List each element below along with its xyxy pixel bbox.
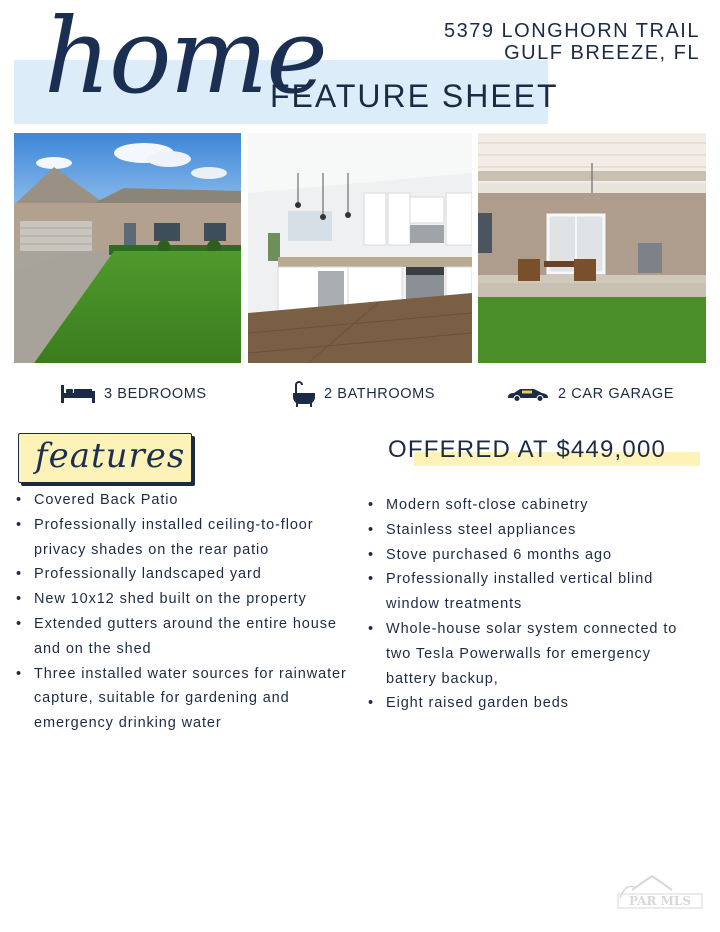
- features-heading: features: [35, 436, 186, 476]
- list-item: • Professionally installed vertical blind window treatments: [366, 567, 706, 617]
- property-address: [444, 20, 700, 64]
- list-item: • Whole-house solar system connected to two Tesla Powerwalls for emergency battery backup,: [366, 617, 706, 691]
- spec-garage: [506, 380, 674, 408]
- spec-bathrooms: [292, 380, 435, 408]
- address-line-2: GULF BREEZE, FL: [504, 42, 700, 64]
- car-icon: [506, 386, 550, 402]
- photo-strip: [14, 133, 706, 363]
- list-item: • New 10x12 shed built on the property: [14, 587, 360, 612]
- property-specs: [0, 380, 720, 408]
- features-heading-tag: [18, 433, 192, 483]
- bed-icon: [60, 383, 96, 405]
- spec-label-bathrooms: 2 BATHROOMS: [324, 386, 436, 402]
- bathtub-icon: [292, 381, 316, 407]
- kitchen-photo: [248, 133, 472, 363]
- script-title: home: [44, 0, 326, 117]
- list-item: • Covered Back Patio: [14, 488, 360, 513]
- list-item: • Professionally installed ceiling-to-floor privacy shades on the rear patio: [14, 513, 360, 563]
- spec-label-garage: 2 CAR GARAGE: [558, 386, 674, 402]
- page-subtitle: FEATURE SHEET: [270, 78, 559, 114]
- spec-bedrooms: [60, 380, 207, 408]
- list-item: • Stove purchased 6 months ago: [366, 543, 706, 568]
- spec-label-bedrooms: 3 BEDROOMS: [104, 386, 207, 402]
- address-line-1: 5379 LONGHORN TRAIL: [444, 20, 700, 42]
- list-item: • Modern soft-close cabinetry: [366, 493, 706, 518]
- back-patio-photo: [478, 133, 706, 363]
- list-item: • Professionally landscaped yard: [14, 562, 360, 587]
- offer-price: OFFERED AT $449,000: [388, 436, 667, 463]
- list-item: • Extended gutters around the entire house and on the shed: [14, 612, 360, 662]
- features-list-left: [14, 488, 360, 736]
- house-exterior-photo: [14, 133, 241, 363]
- features-list-right: [366, 493, 706, 716]
- list-item: • Eight raised garden beds: [366, 691, 706, 716]
- list-item: • Stainless steel appliances: [366, 518, 706, 543]
- list-item: • Three installed water sources for rainwater capture, suitable for gardening and emergency drinking water: [14, 662, 360, 736]
- watermark-text: PAR MLS: [629, 894, 691, 908]
- mls-watermark-logo: [612, 868, 708, 920]
